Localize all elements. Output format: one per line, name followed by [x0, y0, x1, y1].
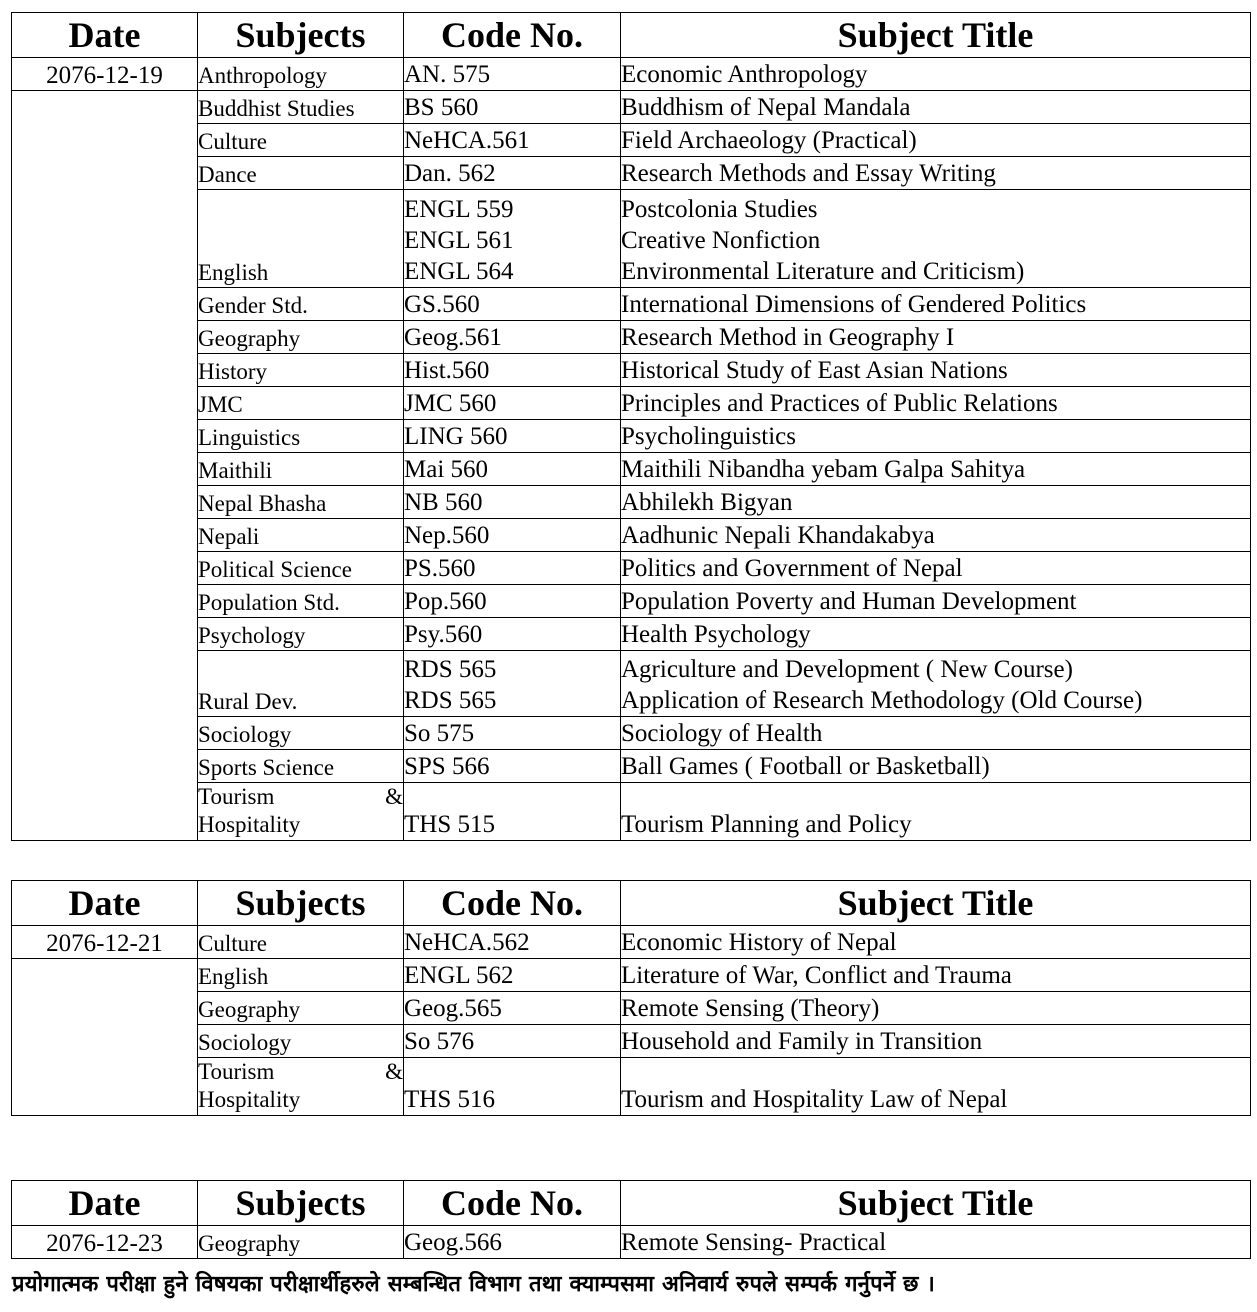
subject-name: Linguistics	[198, 420, 404, 453]
header-title: Subject Title	[621, 881, 1251, 926]
subject-title	[621, 1025, 1251, 1058]
subject-name: English	[198, 959, 404, 992]
header-date: Date	[12, 1181, 198, 1226]
subject-title-line: Remote Sensing (Theory)	[621, 995, 880, 1022]
course-code	[404, 717, 621, 750]
schedule-table	[11, 880, 1251, 1116]
subject-name: Culture	[198, 926, 404, 959]
subject-name: Buddhist Studies	[198, 91, 404, 124]
course-code	[404, 959, 621, 992]
subject-title	[621, 124, 1251, 157]
table-row	[12, 959, 1251, 992]
course-code	[404, 190, 621, 288]
subject-name: Sports Science	[198, 750, 404, 783]
subject-part: &	[385, 784, 403, 809]
subject-title-line: International Dimensions of Gendered Politics	[621, 291, 1087, 318]
table-row	[12, 420, 1251, 453]
subject-title	[621, 453, 1251, 486]
course-code	[404, 354, 621, 387]
subject-title	[621, 354, 1251, 387]
subject-name: Geography	[198, 1226, 404, 1259]
course-code	[404, 1025, 621, 1058]
course-code	[404, 124, 621, 157]
header-row	[12, 13, 1251, 58]
table-row	[12, 618, 1251, 651]
subject-title-line: Literature of War, Conflict and Trauma	[621, 962, 1012, 989]
table-row	[12, 124, 1251, 157]
subject-title-line: Tourism and Hospitality Law of Nepal	[621, 1086, 1008, 1113]
course-code-line: NeHCA.562	[404, 929, 530, 956]
course-code-line: THS 515	[404, 811, 495, 838]
subject-title	[621, 157, 1251, 190]
subject-title-line: Remote Sensing- Practical	[621, 1229, 887, 1256]
subject-title	[621, 926, 1251, 959]
table-row	[12, 190, 1251, 288]
subject-name: JMC	[198, 387, 404, 420]
subject-title	[621, 288, 1251, 321]
subject-name: Rural Dev.	[198, 651, 404, 717]
subject-title	[621, 420, 1251, 453]
subject-title-line: Principles and Practices of Public Relations	[621, 390, 1058, 417]
subject-line	[198, 783, 403, 811]
subject-name: Nepal Bhasha	[198, 486, 404, 519]
subject-part: &	[385, 1059, 403, 1084]
subject-name: Gender Std.	[198, 288, 404, 321]
subject-title-line: Research Methods and Essay Writing	[621, 160, 996, 187]
subject-name: Population Std.	[198, 585, 404, 618]
subject-part: Hospitality	[198, 812, 301, 837]
subject-title-line: Economic Anthropology	[621, 61, 868, 88]
course-code	[404, 651, 621, 717]
subject-name	[198, 1058, 404, 1116]
table-row	[12, 750, 1251, 783]
subject-part: Tourism	[198, 784, 275, 809]
table-row	[12, 1025, 1251, 1058]
table-row	[12, 1226, 1251, 1259]
header-subjects: Subjects	[198, 881, 404, 926]
course-code-line: GS.560	[404, 291, 480, 318]
course-code	[404, 926, 621, 959]
course-code-line: RDS 565	[404, 687, 497, 714]
course-code-line: Mai 560	[404, 456, 489, 483]
subject-name: Anthropology	[198, 58, 404, 91]
table-row	[12, 552, 1251, 585]
subject-line	[198, 1058, 403, 1086]
subject-name: Political Science	[198, 552, 404, 585]
table-row	[12, 288, 1251, 321]
subject-name: Maithili	[198, 453, 404, 486]
course-code	[404, 1226, 621, 1259]
course-code	[404, 618, 621, 651]
course-code-line: Nep.560	[404, 522, 490, 549]
footer-note: प्रयोगात्मक परीक्षा हुने विषयका परीक्षार्थीहरुले सम्बन्धित विभाग तथा क्याम्पसमा अनिवार्य रुपले सम्पर्क गर्नुपर्ने छ ।	[12, 1272, 936, 1297]
subject-title	[621, 651, 1251, 717]
subject-title-line: Environmental Literature and Criticism)	[621, 258, 1025, 285]
course-code	[404, 486, 621, 519]
subject-title-line: Politics and Government of Nepal	[621, 555, 963, 582]
course-code-line: ENGL 564	[404, 258, 514, 285]
date-cell-empty	[12, 91, 198, 841]
subject-title-line: Application of Research Methodology (Old Course)	[621, 687, 1143, 714]
subject-part: Hospitality	[198, 1087, 301, 1112]
schedule-table	[11, 1180, 1251, 1259]
subject-name: Psychology	[198, 618, 404, 651]
header-code: Code No.	[404, 13, 621, 58]
table-row	[12, 453, 1251, 486]
exam-date: 2076-12-23	[12, 1226, 198, 1259]
subject-title-line: Field Archaeology (Practical)	[621, 127, 917, 154]
subject-title-line: Maithili Nibandha yebam Galpa Sahitya	[621, 456, 1026, 483]
subject-name: Geography	[198, 992, 404, 1025]
course-code-line: NeHCA.561	[404, 127, 530, 154]
course-code-line: Geog.561	[404, 324, 502, 351]
course-code-line: Geog.565	[404, 995, 502, 1022]
header-title: Subject Title	[621, 1181, 1251, 1226]
course-code	[404, 519, 621, 552]
course-code	[404, 453, 621, 486]
exam-date: 2076-12-19	[12, 58, 198, 91]
course-code-line: BS 560	[404, 94, 479, 121]
subject-title	[621, 58, 1251, 91]
course-code	[404, 552, 621, 585]
course-code-line: RDS 565	[404, 656, 497, 683]
table-row	[12, 651, 1251, 717]
exam-date: 2076-12-21	[12, 926, 198, 959]
subject-name	[198, 783, 404, 841]
subject-title-line: Economic History of Nepal	[621, 929, 897, 956]
subject-title	[621, 750, 1251, 783]
subject-title	[621, 387, 1251, 420]
subject-title	[621, 783, 1251, 841]
subject-title	[621, 1226, 1251, 1259]
course-code-line: LING 560	[404, 423, 508, 450]
subject-title-line: Psycholinguistics	[621, 423, 797, 450]
course-code-line: So 575	[404, 720, 475, 747]
course-code	[404, 321, 621, 354]
header-row	[12, 881, 1251, 926]
subject-name: History	[198, 354, 404, 387]
date-cell-empty	[12, 959, 198, 1116]
subject-title-line: Historical Study of East Asian Nations	[621, 357, 1008, 384]
course-code-line: Psy.560	[404, 621, 483, 648]
subject-title	[621, 519, 1251, 552]
course-code	[404, 387, 621, 420]
course-code	[404, 992, 621, 1025]
subject-title	[621, 552, 1251, 585]
subject-title-line: Tourism Planning and Policy	[621, 811, 912, 838]
header-code: Code No.	[404, 881, 621, 926]
course-code-line: PS.560	[404, 555, 476, 582]
subject-title-line: Household and Family in Transition	[621, 1028, 983, 1055]
subject-part: Tourism	[198, 1059, 275, 1084]
subject-name: Sociology	[198, 717, 404, 750]
subject-title-line: Population Poverty and Human Development	[621, 588, 1077, 615]
course-code	[404, 157, 621, 190]
course-code-line: ENGL 559	[404, 196, 514, 223]
table-row	[12, 783, 1251, 841]
table-row	[12, 585, 1251, 618]
subject-title-line: Postcolonia Studies	[621, 196, 818, 223]
subject-name: Geography	[198, 321, 404, 354]
header-subjects: Subjects	[198, 1181, 404, 1226]
course-code-line: AN. 575	[404, 61, 491, 88]
course-code	[404, 420, 621, 453]
subject-title-line: Sociology of Health	[621, 720, 823, 747]
subject-title-line: Aadhunic Nepali Khandakabya	[621, 522, 935, 549]
course-code-line: NB 560	[404, 489, 483, 516]
subject-name: Culture	[198, 124, 404, 157]
subject-name: Dance	[198, 157, 404, 190]
header-title: Subject Title	[621, 13, 1251, 58]
course-code	[404, 91, 621, 124]
subject-title	[621, 1058, 1251, 1116]
subject-name: Nepali	[198, 519, 404, 552]
course-code-line: Dan. 562	[404, 160, 496, 187]
subject-title-line: Creative Nonfiction	[621, 227, 821, 254]
course-code-line: Geog.566	[404, 1229, 502, 1256]
course-code-line: SPS 566	[404, 753, 490, 780]
course-code-line: THS 516	[404, 1086, 495, 1113]
course-code	[404, 750, 621, 783]
subject-title	[621, 717, 1251, 750]
course-code	[404, 288, 621, 321]
table-row	[12, 992, 1251, 1025]
table-row	[12, 354, 1251, 387]
subject-title	[621, 486, 1251, 519]
table-row	[12, 926, 1251, 959]
course-code-line: JMC 560	[404, 390, 497, 417]
table-row	[12, 321, 1251, 354]
subject-title-line: Ball Games ( Football or Basketball)	[621, 753, 990, 780]
subject-name: Sociology	[198, 1025, 404, 1058]
course-code-line: ENGL 562	[404, 962, 514, 989]
schedule-table	[11, 12, 1251, 841]
subject-title-line: Research Method in Geography I	[621, 324, 955, 351]
subject-title	[621, 585, 1251, 618]
course-code-line: ENGL 561	[404, 227, 514, 254]
table-row	[12, 387, 1251, 420]
subject-title	[621, 992, 1251, 1025]
table-row	[12, 1058, 1251, 1116]
header-date: Date	[12, 13, 198, 58]
course-code	[404, 783, 621, 841]
subject-title	[621, 321, 1251, 354]
table-row	[12, 486, 1251, 519]
header-date: Date	[12, 881, 198, 926]
subject-title	[621, 190, 1251, 288]
table-row	[12, 91, 1251, 124]
subject-title-line: Health Psychology	[621, 621, 811, 648]
course-code-line: Pop.560	[404, 588, 487, 615]
subject-title-line: Buddhism of Nepal Mandala	[621, 94, 911, 121]
course-code-line: Hist.560	[404, 357, 490, 384]
header-subjects: Subjects	[198, 13, 404, 58]
table-row	[12, 519, 1251, 552]
subject-title	[621, 959, 1251, 992]
subject-title-line: Agriculture and Development ( New Course)	[621, 656, 1073, 683]
subject-title	[621, 618, 1251, 651]
header-code: Code No.	[404, 1181, 621, 1226]
subject-title	[621, 91, 1251, 124]
table-row	[12, 717, 1251, 750]
header-row	[12, 1181, 1251, 1226]
course-code	[404, 1058, 621, 1116]
subject-name: English	[198, 190, 404, 288]
course-code-line: So 576	[404, 1028, 475, 1055]
course-code	[404, 585, 621, 618]
course-code	[404, 58, 621, 91]
table-row	[12, 157, 1251, 190]
table-row	[12, 58, 1251, 91]
subject-title-line: Abhilekh Bigyan	[621, 489, 793, 516]
